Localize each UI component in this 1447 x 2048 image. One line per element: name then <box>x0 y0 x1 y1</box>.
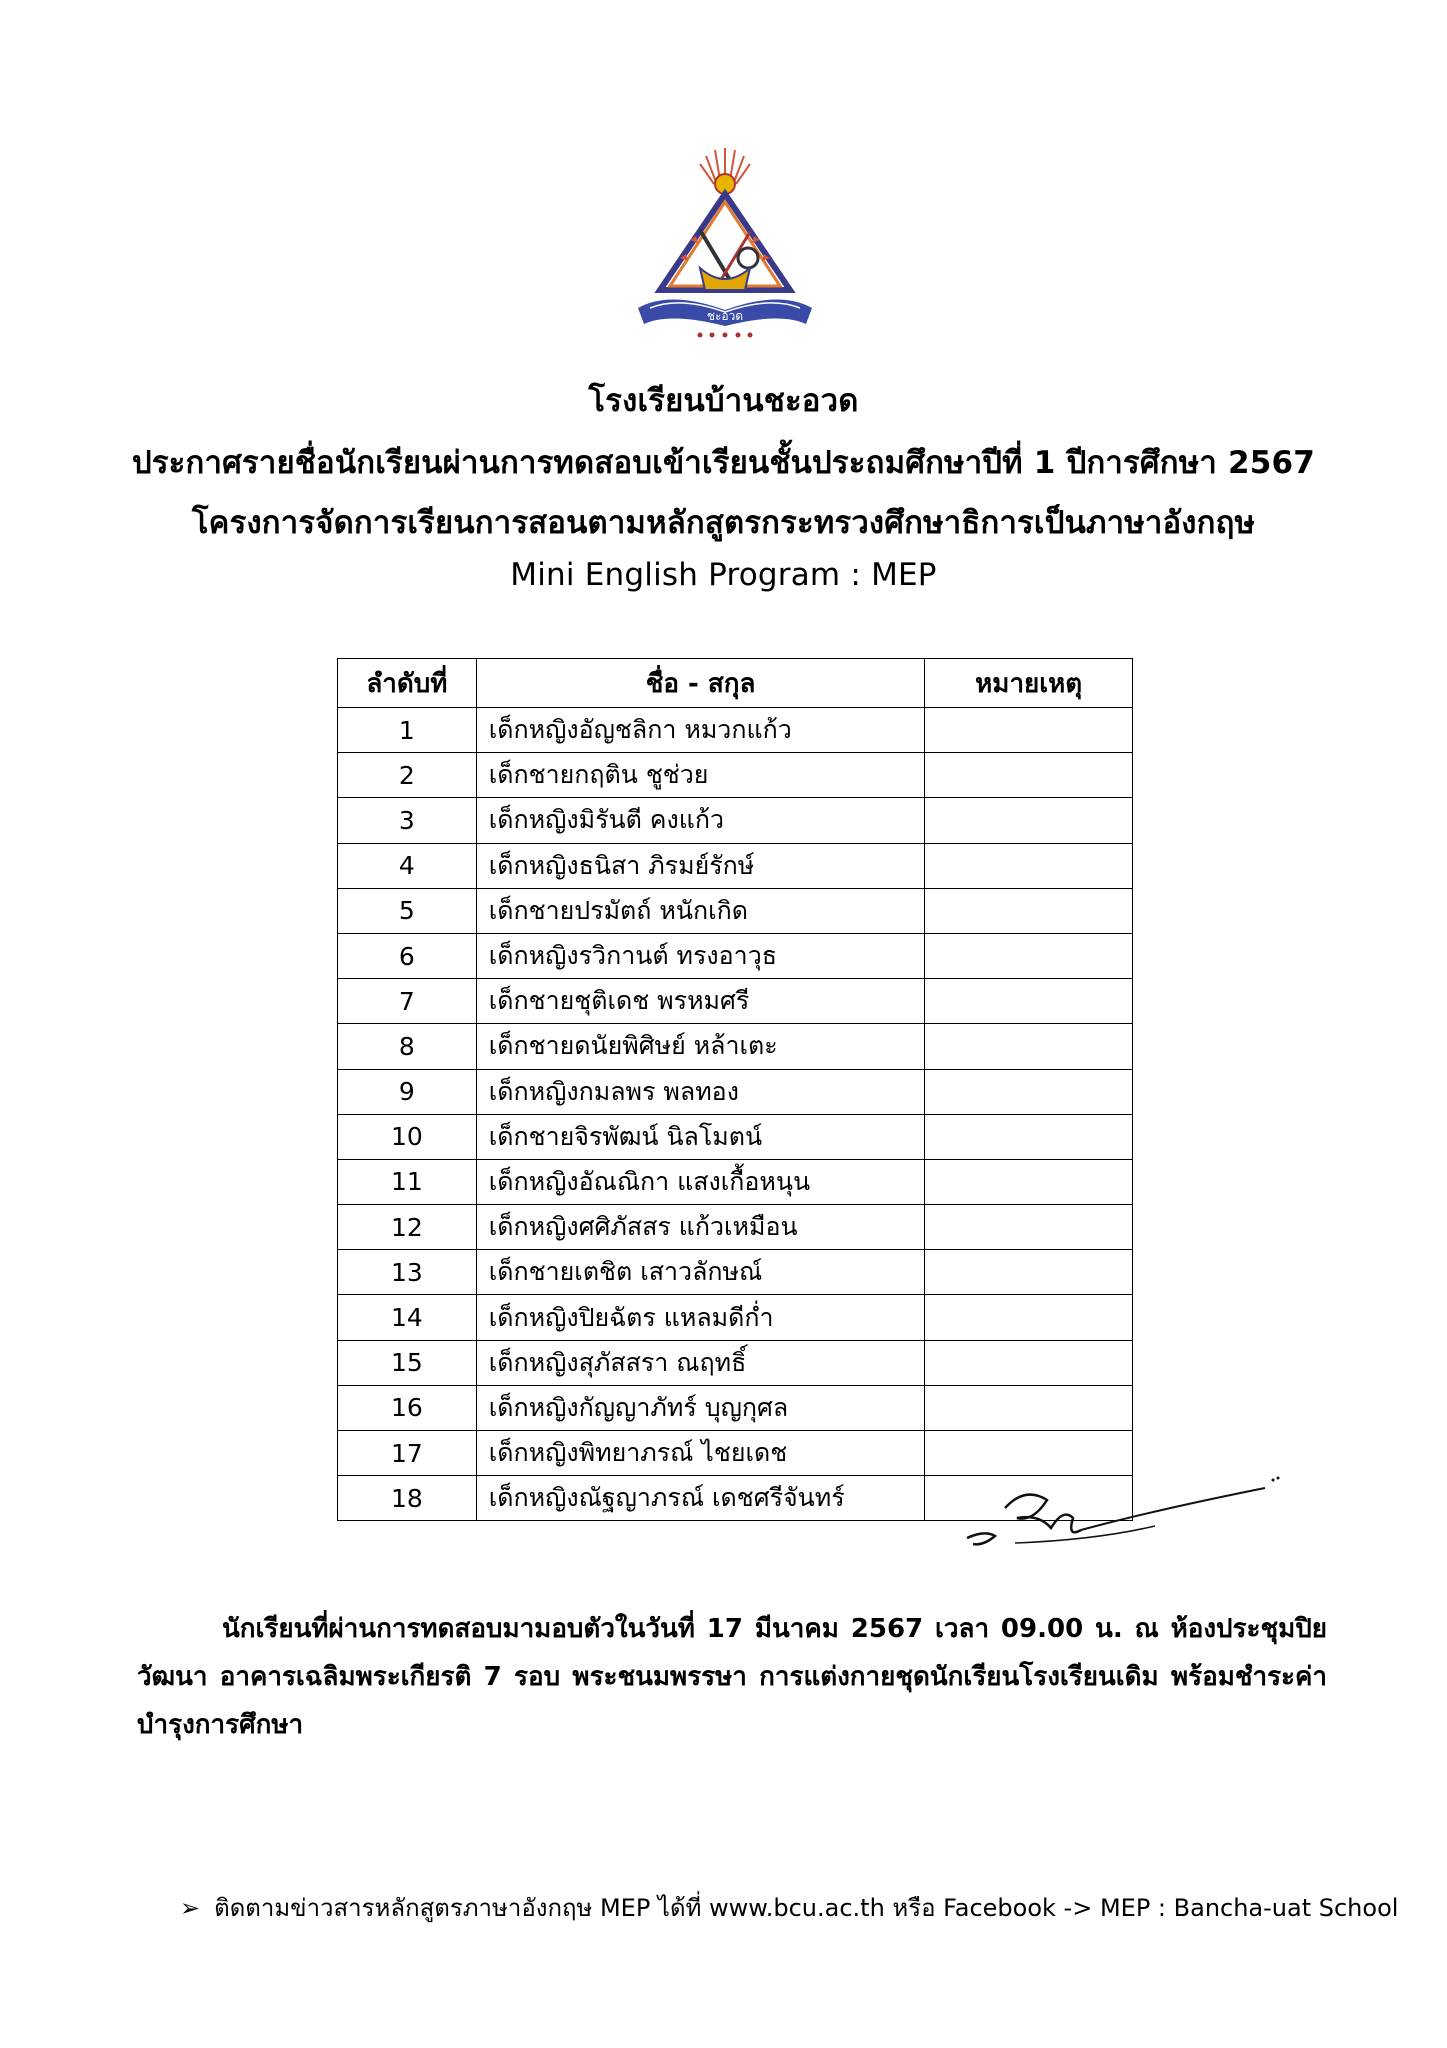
note-cell <box>925 708 1133 753</box>
student-name: เด็กหญิงกมลพร พลทอง <box>488 1076 739 1106</box>
table-row <box>338 1205 1133 1250</box>
table-row <box>338 979 1133 1024</box>
row-number-cell: 4 <box>338 843 477 888</box>
note-cell <box>925 843 1133 888</box>
row-number-cell: 18 <box>338 1476 477 1521</box>
table-row <box>338 798 1133 843</box>
student-name-cell <box>476 753 925 798</box>
student-name-cell <box>476 1295 925 1340</box>
column-header-note: หมายเหตุ <box>925 659 1133 708</box>
table-row <box>338 933 1133 978</box>
school-emblem-logo <box>630 140 820 340</box>
table-row <box>338 1295 1133 1340</box>
enrollment-instructions <box>137 1605 1327 1749</box>
enrollment-instructions-text: นักเรียนที่ผ่านการทดสอบมามอบตัวในวันที่ 17 มีนาคม 2567 เวลา 09.00 น. ณ ห้องประชุมปิยวัฒนา อาคารเฉลิมพระเกียรติ 7 รอบ พระชนมพรรษา การแต่งกายชุดนักเรียนโรงเรียนเดิม พร้อมชำระค่าบำรุงการศึกษา <box>137 1614 1327 1740</box>
table-row <box>338 1250 1133 1295</box>
table-row <box>338 888 1133 933</box>
student-list-table <box>337 658 1133 1521</box>
note-cell <box>925 1250 1133 1295</box>
note-cell <box>925 1385 1133 1430</box>
student-name-cell <box>476 798 925 843</box>
row-number-cell: 15 <box>338 1340 477 1385</box>
note-cell <box>925 1205 1133 1250</box>
table-row <box>338 1340 1133 1385</box>
student-name: เด็กหญิงอัญชลิกา หมวกแก้ว <box>488 715 792 745</box>
row-number-cell: 6 <box>338 933 477 978</box>
student-name-cell <box>476 1476 925 1521</box>
student-name: เด็กหญิงอัณณิกา แสงเกื้อหนุน <box>488 1166 811 1196</box>
table-row <box>338 753 1133 798</box>
row-number-cell: 16 <box>338 1385 477 1430</box>
note-cell <box>925 1024 1133 1069</box>
student-name-cell <box>476 1069 925 1114</box>
student-name-cell <box>476 1159 925 1204</box>
student-name-cell <box>476 1385 925 1430</box>
student-name: เด็กหญิงพิทยาภรณ์ ไชยเดช <box>488 1438 788 1468</box>
footer-text: ติดตามข่าวสารหลักสูตรภาษาอังกฤษ MEP ได้ที่ www.bcu.ac.th หรือ Facebook -> MEP : Bancha-uat School <box>214 1894 1399 1922</box>
announcement-heading: ประกาศรายชื่อนักเรียนผ่านการทดสอบเข้าเรียนชั้นประถมศึกษาปีที่ 1 ปีการศึกษา 2567 <box>131 445 1316 481</box>
student-name: เด็กชายกฤติน ชูช่วย <box>488 760 709 790</box>
note-cell <box>925 1159 1133 1204</box>
footer-note <box>180 1888 1398 1927</box>
table-row <box>338 1069 1133 1114</box>
row-number-cell: 17 <box>338 1431 477 1476</box>
student-name: เด็กชายดนัยพิศิษย์ หล้าเตะ <box>488 1031 778 1061</box>
student-name: เด็กชายชุติเดช พรหมศรี <box>488 986 750 1016</box>
emblem-ribbon-text: ชะอวด <box>706 309 744 323</box>
row-number-cell: 2 <box>338 753 477 798</box>
row-number-cell: 3 <box>338 798 477 843</box>
table-row <box>338 708 1133 753</box>
column-header-no: ลำดับที่ <box>338 659 477 708</box>
student-name-cell <box>476 708 925 753</box>
student-name-cell <box>476 1114 925 1159</box>
row-number-cell: 10 <box>338 1114 477 1159</box>
student-name: เด็กหญิงกัญญาภัทร์ บุญกุศล <box>488 1392 789 1422</box>
note-cell <box>925 798 1133 843</box>
row-number-cell: 11 <box>338 1159 477 1204</box>
row-number-cell: 14 <box>338 1295 477 1340</box>
table-row <box>338 1159 1133 1204</box>
row-number-cell: 8 <box>338 1024 477 1069</box>
student-name: เด็กหญิงณัฐญาภรณ์ เดชศรีจันทร์ <box>488 1483 845 1513</box>
student-name-cell <box>476 1250 925 1295</box>
note-cell <box>925 1069 1133 1114</box>
student-name: เด็กหญิงศศิภัสสร แก้วเหมือน <box>488 1212 798 1242</box>
student-name: เด็กชายจิรพัฒน์ นิลโมตน์ <box>488 1121 763 1151</box>
student-name: เด็กหญิงสุภัสสรา ณฤทธิ์ <box>488 1347 747 1377</box>
note-cell <box>925 1340 1133 1385</box>
student-name-cell <box>476 1340 925 1385</box>
student-name-cell <box>476 1205 925 1250</box>
student-name-cell <box>476 888 925 933</box>
note-cell <box>925 1114 1133 1159</box>
student-name-cell <box>476 933 925 978</box>
school-name-heading: โรงเรียนบ้านชะอวด <box>588 383 859 419</box>
row-number-cell: 5 <box>338 888 477 933</box>
student-name: เด็กชายปรมัตถ์ หนักเกิด <box>488 895 748 925</box>
row-number-cell: 7 <box>338 979 477 1024</box>
table-header-row <box>338 659 1133 708</box>
note-cell <box>925 753 1133 798</box>
student-name: เด็กหญิงปิยฉัตร แหลมดีก่ำ <box>488 1302 774 1332</box>
table-row <box>338 843 1133 888</box>
program-thai-heading: โครงการจัดการเรียนการสอนตามหลักสูตรกระทรวงศึกษาธิการเป็นภาษาอังกฤษ <box>191 505 1256 541</box>
student-name-cell <box>476 1024 925 1069</box>
student-name: เด็กหญิงรวิกานต์ ทรงอาวุธ <box>488 941 777 971</box>
column-header-name: ชื่อ - สกุล <box>476 659 925 708</box>
student-name: เด็กชายเตชิต เสาวลักษณ์ <box>488 1257 763 1287</box>
note-cell <box>925 933 1133 978</box>
row-number-cell: 13 <box>338 1250 477 1295</box>
program-english-heading: Mini English Program : MEP <box>510 557 937 593</box>
row-number-cell: 12 <box>338 1205 477 1250</box>
table-row <box>338 1385 1133 1430</box>
student-name-cell <box>476 1431 925 1476</box>
note-cell <box>925 1295 1133 1340</box>
handwritten-signature <box>955 1448 1285 1558</box>
table-row <box>338 1024 1133 1069</box>
arrow-bullet-icon: ➢ <box>180 1894 201 1922</box>
student-name: เด็กหญิงธนิสา ภิรมย์รักษ์ <box>488 850 755 880</box>
table-row <box>338 1114 1133 1159</box>
row-number-cell: 9 <box>338 1069 477 1114</box>
row-number-cell: 1 <box>338 708 477 753</box>
student-name: เด็กหญิงมิรันตี คงแก้ว <box>488 805 725 835</box>
student-name-cell <box>476 979 925 1024</box>
note-cell <box>925 979 1133 1024</box>
student-name-cell <box>476 843 925 888</box>
note-cell <box>925 888 1133 933</box>
